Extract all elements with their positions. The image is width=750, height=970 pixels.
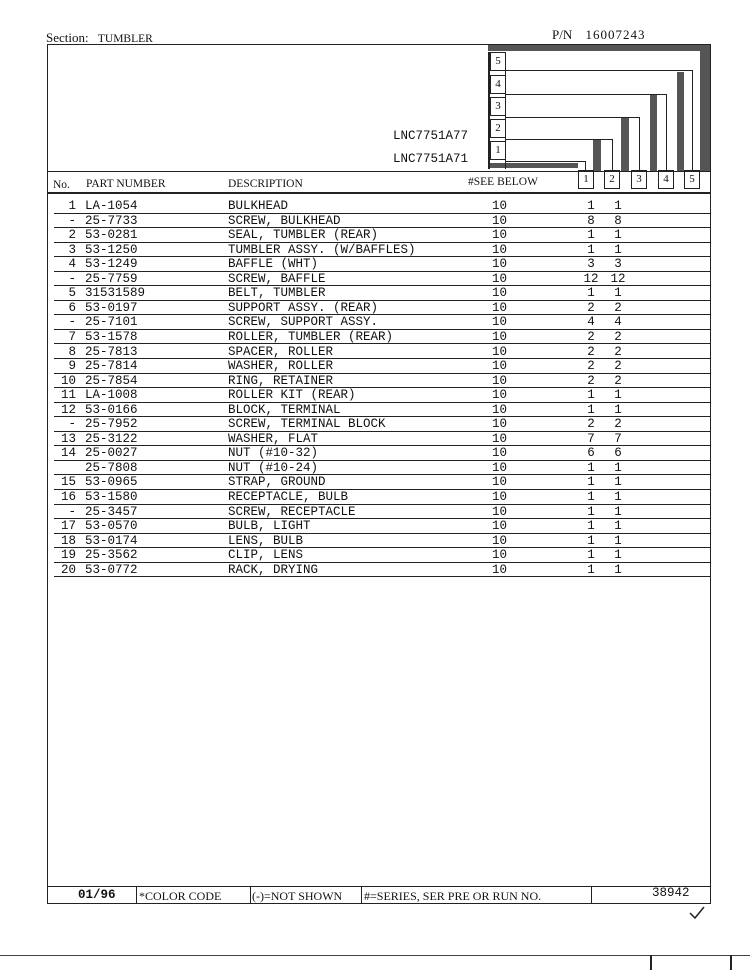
footer-top-rule: [48, 886, 710, 887]
item-number: 12: [60, 402, 76, 417]
qty-model-1: 1: [587, 242, 595, 257]
description: CLIP, LENS: [228, 548, 304, 563]
qty-model-2: 2: [614, 373, 622, 388]
series-number: 10: [492, 548, 508, 563]
part-number: 25-7759: [85, 271, 138, 286]
part-number: 53-0772: [85, 562, 138, 577]
description: ROLLER, TUMBLER (REAR): [228, 329, 394, 344]
qty-model-2: 1: [614, 490, 622, 504]
description: SCREW, SUPPORT ASSY.: [228, 315, 379, 330]
qty-model-2: 1: [614, 548, 622, 563]
qty-model-2: 6: [614, 446, 622, 461]
series-number: 10: [492, 402, 508, 417]
section-label: Section:: [46, 30, 89, 45]
qty-model-1: 6: [587, 446, 595, 461]
series-number: 10: [492, 504, 508, 519]
item-number: 5: [68, 286, 76, 301]
description: SCREW, BAFFLE: [228, 271, 326, 286]
column-box-4: 4: [658, 170, 674, 189]
part-number-header: [552, 27, 645, 43]
description: BULB, LIGHT: [228, 519, 311, 534]
part-number: 25-7101: [85, 315, 138, 330]
qty-model-1: 8: [587, 213, 595, 228]
qty-model-1: 1: [587, 475, 595, 490]
qty-model-1: 1: [587, 286, 595, 301]
stair-step-5: [505, 70, 692, 71]
qty-model-2: 2: [614, 329, 622, 344]
series-number: 10: [492, 431, 508, 446]
series-number: 10: [492, 533, 508, 548]
series-bar-4: [677, 72, 684, 171]
description: BAFFLE (WHT): [228, 257, 319, 272]
qty-model-2: 8: [614, 213, 622, 228]
item-number: -: [68, 213, 76, 228]
item-number: 10: [60, 373, 76, 388]
series-number: 10: [492, 257, 508, 272]
item-number: 16: [60, 490, 76, 504]
item-number: 4: [68, 257, 76, 272]
part-number: 53-0570: [85, 519, 138, 534]
description: LENS, BULB: [228, 533, 304, 548]
qty-model-1: 2: [587, 359, 595, 374]
series-number: 10: [492, 373, 508, 388]
stair-step-3: [505, 117, 639, 118]
description: BULKHEAD: [228, 199, 289, 213]
description: ROLLER KIT (REAR): [228, 388, 356, 403]
part-number: 53-1249: [85, 257, 138, 272]
qty-model-2: 1: [614, 286, 622, 301]
description: RACK, DRYING: [228, 562, 319, 577]
part-number: 25-3562: [85, 548, 138, 563]
item-number: 7: [68, 329, 76, 344]
qty-model-1: 12: [583, 271, 599, 286]
series-number: 10: [492, 519, 508, 534]
qty-model-2: 1: [614, 242, 622, 257]
part-number: 53-1580: [85, 490, 138, 504]
series-number: 10: [492, 388, 508, 403]
series-number: 10: [492, 417, 508, 432]
model-label-2: LNC7751A71: [393, 152, 469, 166]
qty-model-1: 2: [587, 373, 595, 388]
stair-drop-5: [692, 70, 693, 171]
part-number: 53-0174: [85, 533, 138, 548]
qty-model-1: 1: [587, 228, 595, 243]
footer-page-code: 38942: [652, 886, 690, 900]
series-number: 10: [492, 359, 508, 374]
pn-value: 16007243: [585, 27, 646, 42]
item-number: 6: [68, 300, 76, 315]
column-box-5: 5: [684, 170, 700, 189]
part-number: 53-0281: [85, 228, 138, 243]
qty-model-1: 2: [587, 344, 595, 359]
part-number: 25-7733: [85, 213, 138, 228]
item-number: 8: [68, 344, 76, 359]
stair-drop-2: [612, 139, 613, 171]
part-number: 25-7952: [85, 417, 138, 432]
item-number: -: [68, 504, 76, 519]
footer-series-note: #=SERIES, SER PRE OR RUN NO.: [364, 889, 542, 903]
col-see-below-header: #SEE BELOW: [468, 176, 538, 188]
series-box-5: 5: [490, 52, 506, 71]
page-bottom-mark-2: [730, 955, 732, 970]
qty-model-2: 12: [610, 271, 626, 286]
description: SCREW, TERMINAL BLOCK: [228, 417, 386, 432]
header-bottom-rule: [48, 192, 710, 194]
section-name: TUMBLER: [97, 33, 153, 45]
part-number: 31531589: [85, 286, 146, 301]
qty-model-2: 1: [614, 562, 622, 577]
qty-model-2: 1: [614, 388, 622, 403]
item-number: -: [68, 417, 76, 432]
part-number: LA-1008: [85, 388, 138, 403]
description: TUMBLER ASSY. (W/BAFFLES): [228, 242, 416, 257]
series-bar-top: [488, 45, 710, 51]
qty-model-2: 1: [614, 504, 622, 519]
series-bar-3: [650, 95, 657, 171]
series-number: 10: [492, 199, 508, 213]
qty-model-1: 2: [587, 417, 595, 432]
check-mark-icon: [688, 904, 706, 922]
description: BELT, TUMBLER: [228, 286, 326, 301]
series-box-3: 3: [490, 97, 506, 116]
item-number: -: [68, 271, 76, 286]
description: NUT (#10-32): [228, 446, 319, 461]
footer-divider-4: [591, 887, 592, 904]
description: SCREW, RECEPTACLE: [228, 504, 356, 519]
page-bottom-mark: [650, 955, 652, 970]
footer-divider-1: [136, 887, 137, 904]
item-number: 20: [60, 562, 76, 577]
stair-step-2: [505, 139, 612, 140]
part-number: 53-0965: [85, 475, 138, 490]
part-number: 25-3122: [85, 431, 138, 446]
row-rule: [54, 576, 710, 577]
series-box-1: 1: [490, 141, 506, 160]
qty-model-1: 1: [587, 388, 595, 403]
item-number: 18: [60, 533, 76, 548]
series-number: 10: [492, 460, 508, 475]
qty-model-2: 1: [614, 475, 622, 490]
part-number: 25-0027: [85, 446, 138, 461]
qty-model-1: 2: [587, 329, 595, 344]
series-bar-5: [700, 45, 710, 171]
qty-model-1: 1: [587, 562, 595, 577]
qty-model-1: 1: [587, 199, 595, 213]
qty-model-2: 2: [614, 417, 622, 432]
series-number: 10: [492, 562, 508, 577]
part-number: 25-7814: [85, 359, 138, 374]
page-bottom-rule: [0, 955, 750, 956]
item-number: 9: [68, 359, 76, 374]
col-description-header: DESCRIPTION: [228, 178, 303, 190]
part-number: 25-7808: [85, 460, 138, 475]
footer-color-code: *COLOR CODE: [139, 889, 222, 903]
description: STRAP, GROUND: [228, 475, 326, 490]
qty-model-2: 3: [614, 257, 622, 272]
stair-drop-4: [666, 94, 667, 171]
col-part-number-header: PART NUMBER: [86, 178, 166, 190]
pn-label: P/N: [552, 27, 573, 42]
series-number: 10: [492, 271, 508, 286]
series-number: 10: [492, 228, 508, 243]
stair-step-1: [505, 161, 585, 162]
item-number: 19: [60, 548, 76, 563]
qty-model-1: 1: [587, 490, 595, 504]
col-no-header: No.: [53, 179, 70, 191]
qty-model-2: 1: [614, 460, 622, 475]
part-number: 53-1578: [85, 329, 138, 344]
series-number: 10: [492, 490, 508, 504]
qty-model-1: 1: [587, 402, 595, 417]
model-label-1: LNC7751A77: [393, 129, 469, 143]
footer-date: 01/96: [78, 888, 116, 902]
series-number: 10: [492, 329, 508, 344]
part-number: 53-1250: [85, 242, 138, 257]
description: WASHER, ROLLER: [228, 359, 334, 374]
part-number: 25-7813: [85, 344, 138, 359]
qty-model-1: 1: [587, 548, 595, 563]
series-number: 10: [492, 213, 508, 228]
part-number: 25-3457: [85, 504, 138, 519]
column-box-1: 1: [578, 170, 594, 189]
series-number: 10: [492, 344, 508, 359]
item-number: 15: [60, 475, 76, 490]
column-box-3: 3: [631, 170, 647, 189]
item-number: 17: [60, 519, 76, 534]
qty-model-1: 1: [587, 460, 595, 475]
series-box-4: 4: [490, 75, 506, 94]
qty-model-1: 1: [587, 533, 595, 548]
description: RING, RETAINER: [228, 373, 334, 388]
series-bar-bottom: [488, 163, 578, 168]
series-number: 10: [492, 475, 508, 490]
qty-model-2: 4: [614, 315, 622, 330]
qty-model-1: 3: [587, 257, 595, 272]
series-number: 10: [492, 242, 508, 257]
series-number: 10: [492, 315, 508, 330]
series-number: 10: [492, 300, 508, 315]
series-box-2: 2: [490, 119, 506, 138]
qty-model-1: 1: [587, 519, 595, 534]
qty-model-2: 7: [614, 431, 622, 446]
series-bar-2: [621, 118, 629, 171]
qty-model-2: 1: [614, 228, 622, 243]
description: SUPPORT ASSY. (REAR): [228, 300, 379, 315]
item-number: 2: [68, 228, 76, 243]
qty-model-1: 2: [587, 300, 595, 315]
stair-drop-3: [639, 117, 640, 171]
description: BLOCK, TERMINAL: [228, 402, 341, 417]
item-number: 3: [68, 242, 76, 257]
qty-model-2: 2: [614, 300, 622, 315]
qty-model-1: 7: [587, 431, 595, 446]
part-number: 25-7854: [85, 373, 138, 388]
footer-divider-3: [361, 887, 362, 904]
series-number: 10: [492, 446, 508, 461]
part-number: 53-0166: [85, 402, 138, 417]
qty-model-2: 1: [614, 402, 622, 417]
qty-model-2: 1: [614, 519, 622, 534]
description: WASHER, FLAT: [228, 431, 319, 446]
footer-not-shown: (-)=NOT SHOWN: [252, 889, 343, 903]
item-number: 1: [68, 199, 76, 213]
qty-model-2: 1: [614, 533, 622, 548]
description: SEAL, TUMBLER (REAR): [228, 228, 379, 243]
qty-model-2: 2: [614, 344, 622, 359]
item-number: -: [68, 315, 76, 330]
item-number: 11: [60, 388, 76, 403]
part-number: 53-0197: [85, 300, 138, 315]
description: NUT (#10-24): [228, 460, 319, 475]
item-number: 14: [60, 446, 76, 461]
series-number: 10: [492, 286, 508, 301]
item-number: 13: [60, 431, 76, 446]
qty-model-2: 1: [614, 199, 622, 213]
part-number: LA-1054: [85, 199, 138, 213]
qty-model-1: 1: [587, 504, 595, 519]
description: SPACER, ROLLER: [228, 344, 334, 359]
description: SCREW, BULKHEAD: [228, 213, 341, 228]
description: RECEPTACLE, BULB: [228, 490, 349, 504]
stair-step-4: [505, 94, 666, 95]
header-top-rule: [48, 171, 710, 172]
qty-model-1: 4: [587, 315, 595, 330]
series-bar-1: [593, 140, 601, 171]
qty-model-2: 2: [614, 359, 622, 374]
footer-divider-2: [250, 887, 251, 904]
column-box-2: 2: [604, 170, 620, 189]
